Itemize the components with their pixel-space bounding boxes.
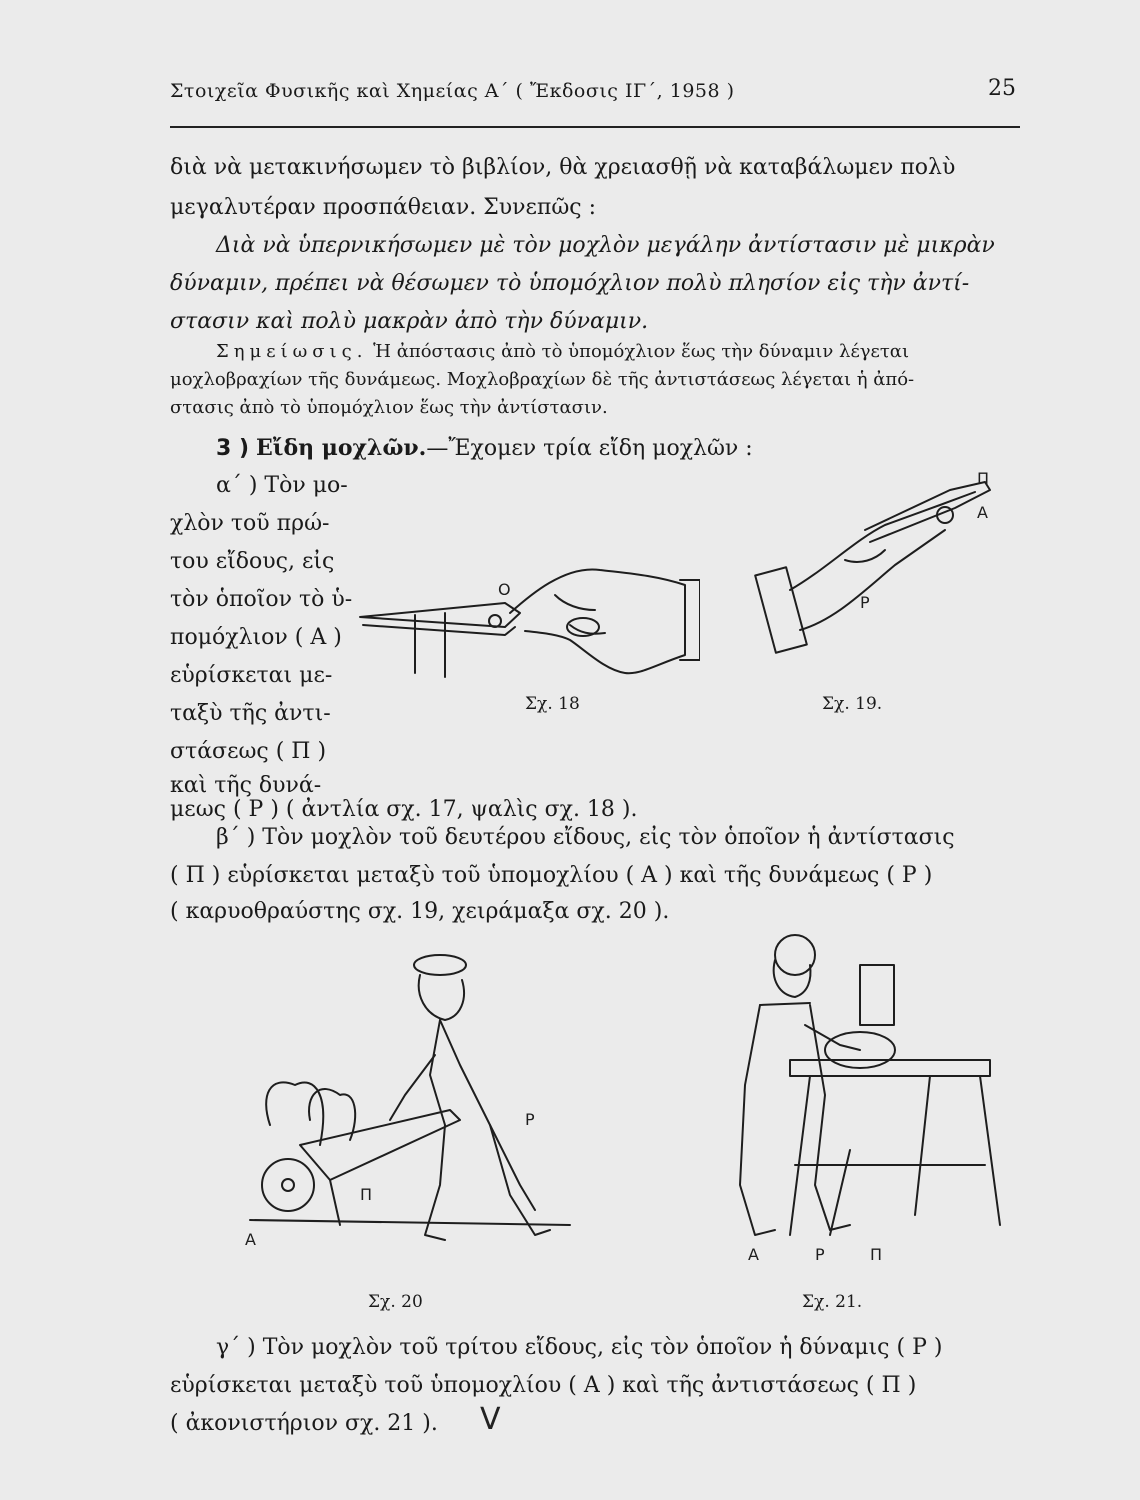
fig19-label-p: Π [977, 470, 990, 488]
third-kind-line-2: εὑρίσκεται μεταξὺ τοῦ ὑπομοχλίου ( Α ) καὶ τῆς ἀντιστάσεως ( Π ) [170, 1373, 917, 1398]
figure-18-caption: Σχ. 18 [525, 694, 580, 714]
handwritten-check-mark: V [480, 1402, 501, 1437]
first-kind-line: α΄ ) Τὸν μο- [216, 473, 348, 498]
rule-line-1: Διὰ νὰ ὑπερνικήσωμεν μὲ τὸν μοχλὸν μεγάλην ἀντίστασιν μὲ μικρὰν [216, 233, 995, 258]
second-kind-line-2: ( Π ) εὑρίσκεται μεταξὺ τοῦ ὑπομοχλίου ( Α ) καὶ τῆς δυνάμεως ( Ρ ) [170, 863, 933, 888]
first-kind-line: πομόχλιον ( Α ) [170, 625, 342, 650]
figure-18-scissors [355, 555, 700, 695]
note-label: Σημείωσις. [216, 341, 368, 362]
rule-line-2: δύναμιν, πρέπει νὰ θέσωμεν τὸ ὑπομόχλιον πολὺ πλησίον εἰς τὴν ἀντί- [170, 271, 970, 296]
page-number: 25 [988, 76, 1016, 101]
first-kind-line: του εἴδους, εἰς [170, 549, 335, 574]
second-kind-line-1: β΄ ) Τὸν μοχλὸν τοῦ δευτέρου εἴδους, εἰς τὸν ὁποῖον ἡ ἀντίστασις [216, 825, 955, 850]
first-kind-line: στάσεως ( Π ) [170, 739, 327, 764]
intro-line-2: μεγαλυτέραν προσπάθειαν. Συνεπῶς : [170, 195, 597, 220]
first-kind-line: εὑρίσκεται με- [170, 663, 333, 688]
section-rest: —Ἔχομεν τρία εἴδη μοχλῶν : [426, 436, 753, 461]
fig20-label-pi: Π [360, 1185, 373, 1204]
fig20-label-a: Α [245, 1230, 256, 1249]
first-kind-line: ταξὺ τῆς ἀντι- [170, 701, 331, 726]
first-kind-line: χλὸν τοῦ πρώ- [170, 511, 330, 536]
figure-19-nutcracker [745, 470, 1015, 670]
figure-20-wheelbarrow [240, 945, 590, 1265]
first-kind-last-line: μεως ( Ρ ) ( ἀντλία σχ. 17, ψαλὶς σχ. 18 ). [170, 797, 638, 822]
fig18-label-o: Ο [498, 580, 511, 599]
fig21-label-r: Ρ [815, 1245, 825, 1264]
note-line-2: μοχλοβραχίων τῆς δυνάμεως. Μοχλοβραχίων δὲ τῆς ἀντιστάσεως λέγεται ἡ ἀπό- [170, 369, 915, 390]
fig19-label-r: Ρ [860, 593, 870, 612]
note-text-1: Ἡ ἀπόστασις ἀπὸ τὸ ὑπομόχλιον ἕως τὴν δύναμιν λέγεται [373, 341, 910, 362]
first-kind-line: τὸν ὁποῖον τὸ ὑ- [170, 587, 353, 612]
section-number: 3 ) [216, 436, 250, 461]
figure-20-caption: Σχ. 20 [368, 1292, 423, 1312]
fig21-label-a: Α [748, 1245, 759, 1264]
intro-line-1: διὰ νὰ μετακινήσωμεν τὸ βιβλίον, θὰ χρειασθῇ νὰ καταβάλωμεν πολὺ [170, 155, 956, 180]
third-kind-line-1: γ΄ ) Τὸν μοχλὸν τοῦ τρίτου εἴδους, εἰς τὸν ὁποῖον ἡ δύναμις ( Ρ ) [216, 1335, 943, 1360]
section-title: Εἴδη μοχλῶν. [256, 435, 427, 461]
rule-line-3: στασιν καὶ πολὺ μακρὰν ἀπὸ τὴν δύναμιν. [170, 309, 649, 334]
first-kind-line: καὶ τῆς δυνά- [170, 773, 322, 798]
figure-21-grindstone [700, 925, 1010, 1270]
page-header [170, 76, 1020, 128]
note-line-1 [216, 338, 909, 365]
running-title: Στοιχεῖα Φυσικῆς καὶ Χημείας Α΄ ( Ἔκδοσις ΙΓ΄, 1958 ) [170, 80, 735, 102]
fig20-label-p: Ρ [525, 1110, 535, 1129]
third-kind-line-3: ( ἀκονιστήριον σχ. 21 ). [170, 1411, 438, 1436]
fig19-label-a: Α [977, 503, 988, 522]
figure-19-caption: Σχ. 19. [822, 694, 883, 714]
figure-21-caption: Σχ. 21. [802, 1292, 863, 1312]
note-line-3: στασις ἀπὸ τὸ ὑπομόχλιον ἕως τὴν ἀντίστασιν. [170, 397, 608, 418]
second-kind-line-3: ( καρυοθραύστης σχ. 19, χειράμαξα σχ. 20 ). [170, 899, 670, 924]
fig21-label-pi: Π [870, 1245, 883, 1264]
section-heading [216, 428, 753, 469]
